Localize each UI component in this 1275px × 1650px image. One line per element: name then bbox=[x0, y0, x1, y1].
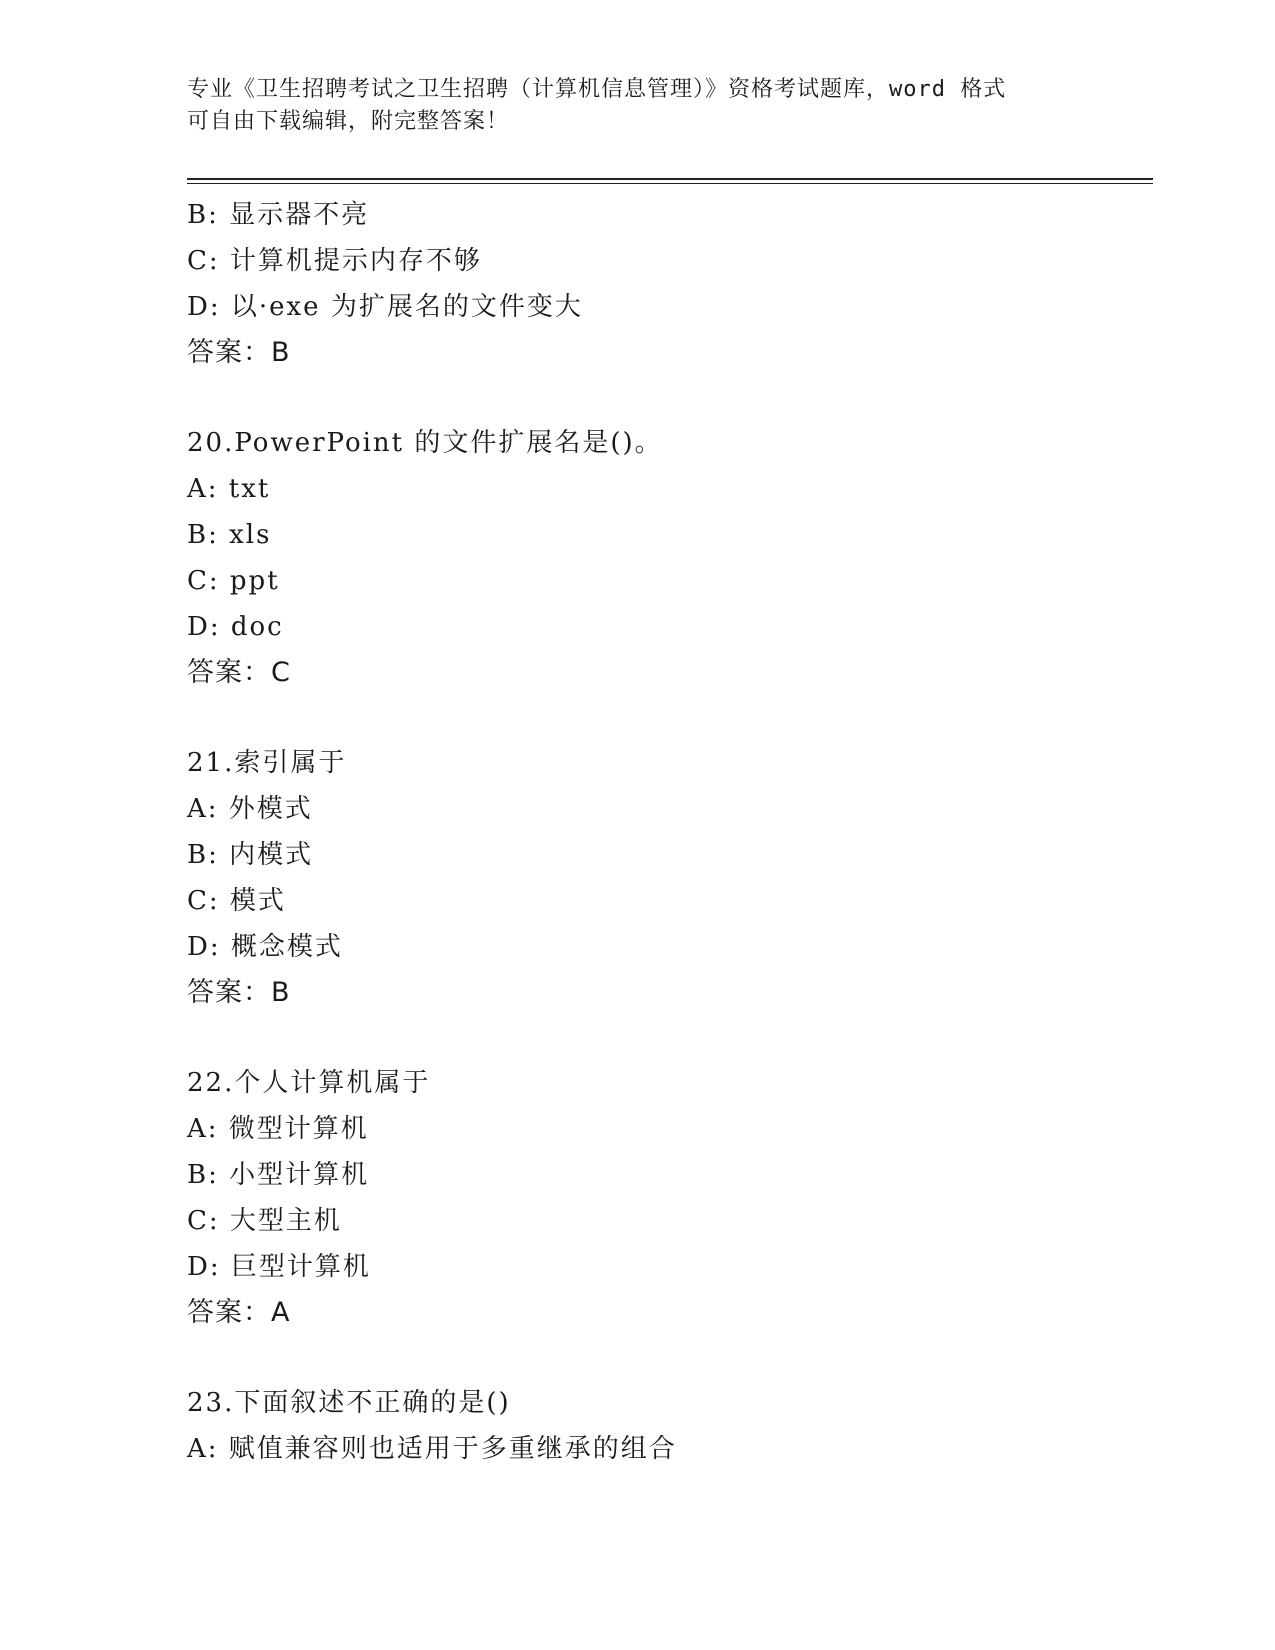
option-d: D: doc bbox=[187, 612, 284, 642]
question-stem: 21.索引属于 bbox=[187, 748, 347, 778]
question-stem: 20.PowerPoint 的文件扩展名是()。 bbox=[187, 428, 663, 458]
option-b: B: xls bbox=[187, 520, 272, 550]
answer-line: 答案：B bbox=[187, 977, 291, 1008]
question-stem: 22.个人计算机属于 bbox=[187, 1068, 431, 1098]
answer-line: 答案：B bbox=[187, 337, 291, 368]
question-list bbox=[187, 192, 1147, 1472]
spacer bbox=[187, 696, 1147, 740]
question-stem: 23.下面叙述不正确的是() bbox=[187, 1388, 511, 1418]
option-b: B: 显示器不亮 bbox=[187, 200, 370, 230]
option-b: B: 内模式 bbox=[187, 840, 314, 870]
option-b: B: 小型计算机 bbox=[187, 1160, 370, 1190]
option-c: C: 计算机提示内存不够 bbox=[187, 246, 482, 276]
header-line-1: 专业《卫生招聘考试之卫生招聘（计算机信息管理）》资格考试题库，word 格式 bbox=[187, 77, 1007, 102]
question-block-21 bbox=[187, 740, 1147, 1016]
header-line-2: 可自由下载编辑，附完整答案！ bbox=[187, 109, 510, 134]
option-c: C: ppt bbox=[187, 566, 280, 596]
option-a: A: txt bbox=[187, 474, 271, 504]
header-rule-thin bbox=[187, 183, 1153, 184]
option-a: A: 赋值兼容则也适用于多重继承的组合 bbox=[187, 1434, 677, 1464]
option-a: A: 外模式 bbox=[187, 794, 313, 824]
spacer bbox=[187, 1016, 1147, 1060]
option-d: D: 概念模式 bbox=[187, 932, 343, 962]
question-block-22 bbox=[187, 1060, 1147, 1336]
header-rule-thick bbox=[187, 178, 1153, 180]
option-c: C: 大型主机 bbox=[187, 1206, 342, 1236]
document-header bbox=[187, 74, 1087, 138]
question-block-23 bbox=[187, 1380, 1147, 1472]
option-a: A: 微型计算机 bbox=[187, 1114, 369, 1144]
spacer bbox=[187, 376, 1147, 420]
option-c: C: 模式 bbox=[187, 886, 286, 916]
answer-line: 答案：A bbox=[187, 1297, 291, 1328]
answer-line: 答案：C bbox=[187, 657, 291, 688]
question-block-20 bbox=[187, 420, 1147, 696]
option-d: D: 以·exe 为扩展名的文件变大 bbox=[187, 292, 583, 322]
spacer bbox=[187, 1336, 1147, 1380]
option-d: D: 巨型计算机 bbox=[187, 1252, 371, 1282]
question-block-prev bbox=[187, 192, 1147, 376]
